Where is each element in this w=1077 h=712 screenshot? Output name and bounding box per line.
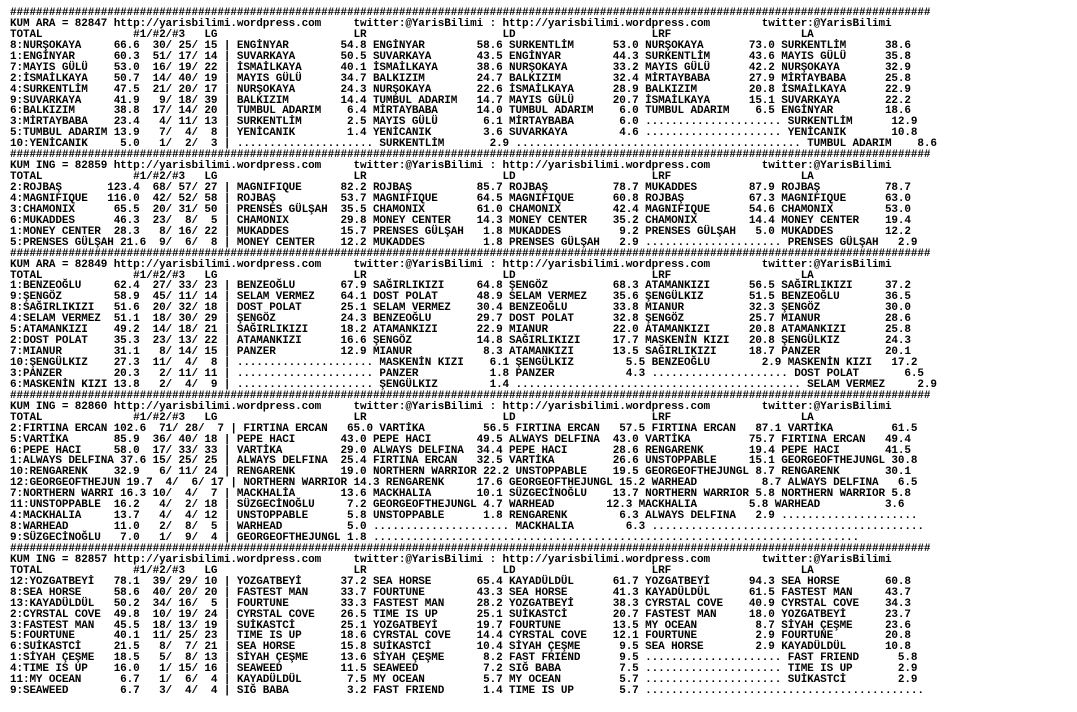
text-line: 4:TIME IS UP 16.0 1/ 15/ 16 | SEAWEED 11.5 SEAWEED 7.2 SIĞ BABA 7.5 ..................... TIME IS UP 2.9 xyxy=(10,663,918,676)
text-line: ############################################################################################################################################## xyxy=(10,389,931,402)
text-line: 9:SÜZGECİNOĞLU 7.0 1/ 9/ 4 | GEORGEOFTHEJUNGL 1.8 ........................................................................... xyxy=(10,532,860,544)
text-line: ############################################################################################################################################## xyxy=(10,149,931,162)
text-line: 5:VARTİKA 85.9 36/ 40/ 18 | PEPE HACI 43.0 PEPE HACI 49.5 ALWAYS DELFINA 43.0 VARTİKA 75.7 FIRTINA ERCAN 49.4 xyxy=(10,433,911,446)
text-line: 12:YOZGATBEYİ 78.1 39/ 29/ 10 | YOZGATBEYİ 37.2 SEA HORSE 65.4 KAYADÜLDÜL 61.7 YOZGATBEYİ 94.3 SEA HORSE 60.8 xyxy=(10,575,911,588)
text-line: 13:KAYADÜLDÜL 50.2 34/ 16/ 5 | FOURTUNE 33.3 FASTEST MAN 28.2 YOZGATBEYİ 38.3 CYRSTAL COVE 40.9 CYRSTAL COVE 34.3 xyxy=(10,597,911,610)
text-line: 4:MAGNIFIQUE 116.0 42/ 52/ 58 | ROJBAŞ 53.7 MAGNIFIQUE 64.5 MAGNIFIQUE 60.8 ROJBAŞ 67.3 MAGNIFIQUE 63.0 xyxy=(10,192,911,205)
text-line: 6:MASKENİN KIZI 13.8 2/ 4/ 9 | ..................... ŞENGÜLKIZ 1.4 ............................................ SELAM VERMEZ 2.9 xyxy=(10,378,937,391)
text-line: TOTAL #1/#2/#3 LG LR LD LRF LA xyxy=(10,411,814,424)
text-line: KUM ING = 82860 http://yarisbilimi.wordpress.com twitter:@YarisBilimi : http://yarisbilimi.wordpress.com twitter:@YarisBilimi xyxy=(10,400,892,413)
text-line: 11:UNSTOPPABLE 16.2 4/ 2/ 18 | SÜZGECİNOĞLU 7.2 GEORGEOFTHEJUNGL 4.7 WARHEAD 12.3 MACKHALIA 5.8 WARHEAD 3.6 xyxy=(10,499,905,512)
text-line: 1:ALWAYS DELFINA 37.6 15/ 25/ 25 | ALWAYS DELFINA 25.4 FIRTINA ERCAN 32.5 VARTİKA 26.6 UNSTOPPABLE 15.1 GEORGEOFTHEJUNGL 30.8 xyxy=(10,455,918,468)
text-line: 8:NURŞOKAYA 66.6 30/ 25/ 15 | ENGİNYAR 54.8 ENGİNYAR 58.6 SURKENTLİM 53.0 NURŞOKAYA 73.0 SURKENTLİM 38.6 xyxy=(10,39,911,52)
text-line: 1:MONEY CENTER 28.3 8/ 16/ 22 | MUKADDES 15.7 PRENSES GÜLŞAH 1.8 MUKADDES 9.2 PRENSES GÜLŞAH 5.0 MUKADDES 12.2 xyxy=(10,225,911,238)
text-line: 9:SEAWEED 6.7 3/ 4/ 4 | SIĞ BABA 3.2 FAST FRIEND 1.4 TIME IS UP 5.7 ........................................... xyxy=(10,685,924,698)
text-line: 5:PRENSES GÜLŞAH 21.6 9/ 6/ 8 | MONEY CENTER 12.2 MUKADDES 1.8 PRENSES GÜLŞAH 2.9 ..................... PRENSES GÜLŞAH 2.9 xyxy=(10,236,918,249)
text-line: 10:RENGARENK 32.9 6/ 11/ 24 | RENGARENK 19.0 NORTHERN WARRIOR 22.2 UNSTOPPABLE 19.5 GEORGEOFTHEJUNGL 8.7 RENGARENK 30.1 xyxy=(10,466,911,479)
text-line: 3:CHAMONIX 65.5 20/ 31/ 50 | PRENSES GÜLŞAH 35.5 CHAMONIX 61.0 CHAMONIX 42.4 MAGNIFIQUE 54.6 CHAMONIX 53.0 xyxy=(10,203,911,216)
text-line: 2:CYRSTAL COVE 49.8 10/ 19/ 24 | CYRSTAL COVE 26.5 TIME IS UP 25.1 SUİKASTCİ 20.7 FASTEST MAN 18.0 YOZGATBEYİ 23.7 xyxy=(10,608,911,621)
text-line: 9:SUVARKAYA 41.9 9/ 18/ 39 | BALKIZIM 14.4 TUMBUL ADARIM 14.7 MAYIS GÜLÜ 20.7 İSMAİLKAYA 15.1 SUVARKAYA 22.2 xyxy=(10,94,911,107)
text-line: 4:SURKENTLİM 47.5 21/ 20/ 17 | NURŞOKAYA 24.3 NURŞOKAYA 22.6 İSMAİLKAYA 28.9 BALKIZIM 20.8 İSMAİLKAYA 22.9 xyxy=(10,83,911,96)
text-line: 2:İSMAİLKAYA 50.7 14/ 40/ 19 | MAYIS GÜLÜ 34.7 BALKIZIM 24.7 BALKIZIM 32.4 MİRTAYBABA 27.9 MİRTAYBABA 25.8 xyxy=(10,72,911,85)
text-line: TOTAL #1/#2/#3 LG LR LD LRF LA xyxy=(10,564,814,577)
text-line: 2:ROJBAŞ 123.4 68/ 57/ 27 | MAGNIFIQUE 82.2 ROJBAŞ 85.7 ROJBAŞ 78.7 MUKADDES 87.9 ROJBAŞ 78.7 xyxy=(10,182,911,194)
text-line: 8:SEA HORSE 58.6 40/ 20/ 20 | FASTEST MAN 33.7 FOURTUNE 43.3 SEA HORSE 41.3 KAYADÜLDÜL 61.5 FASTEST MAN 43.7 xyxy=(10,586,911,599)
text-line: 5:TUMBUL ADARIM 13.9 7/ 4/ 8 | YENİCANIK 1.4 YENİCANIK 3.6 SUVARKAYA 4.6 ..................... YENİCANIK 10.8 xyxy=(10,127,918,140)
text-line: 10:ŞENGÜLKIZ 27.3 11/ 4/ 8 | ..................... MASKENİN KIZI 6.1 ŞENGÜLKIZ 5.5 BENZEOĞLU 2.9 MASKENİN KIZI 17.2 xyxy=(10,357,918,369)
text-line: KUM ING = 82857 http://yarisbilimi.wordpress.com twitter:@YarisBilimi : http://yarisbilimi.wordpress.com twitter:@YarisBilimi xyxy=(10,553,892,566)
text-line: ############################################################################################################################################## xyxy=(10,542,931,555)
text-line: 1:ENGİNYAR 60.3 51/ 17/ 14 | SUVARKAYA 50.5 SUVARKAYA 43.5 ENGİNYAR 44.3 SURKENTLİM 43.6 MAYIS GÜLÜ 35.8 xyxy=(10,50,911,63)
text-line: 4:SELAM VERMEZ 51.1 18/ 30/ 29 | ŞENGÖZ 24.3 BENZEOĞLU 29.7 DOST POLAT 32.8 ŞENGÖZ 25.7 MIANUR 28.6 xyxy=(10,313,911,326)
text-line: TOTAL #1/#2/#3 LG LR LD LRF LA xyxy=(10,269,814,282)
text-line: 6:BALKIZIM 38.8 17/ 14/ 20 | TUMBUL ADARIM 6.4 MİRTAYBABA 14.0 TUMBUL ADARIM 6.0 TUMBUL ADARIM 6.5 ENGİNYAR 18.6 xyxy=(10,105,911,118)
text-line: 8:WARHEAD 11.0 2/ 8/ 5 | WARHEAD 5.0 ..................... MACKHALIA 6.3 .......................................... xyxy=(10,521,924,534)
text-line: 5:FOURTUNE 40.1 11/ 25/ 23 | TIME IS UP 18.6 CYRSTAL COVE 14.4 CYRSTAL COVE 12.1 FOURTUNE 2.9 FOURTUNE 20.8 xyxy=(10,630,911,643)
text-line: 10:YENİCANIK 5.0 1/ 2/ 3 | ..................... SURKENTLİM 2.9 ............................................ TUMBUL ADARIM 8.6 xyxy=(10,138,937,151)
text-line: 6:PEPE HACI 58.0 17/ 33/ 33 | VARTİKA 29.0 ALWAYS DELFINA 34.4 PEPE HACI 28.6 RENGARENK 19.4 PEPE HACI 41.5 xyxy=(10,444,911,457)
text-line: KUM ARA = 82847 http://yarisbilimi.wordpress.com twitter:@YarisBilimi : http://yarisbilimi.wordpress.com twitter:@YarisBilimi xyxy=(10,17,892,30)
text-line: 7:MAYIS GÜLÜ 53.0 16/ 19/ 22 | İSMAİLKAYA 40.1 İSMAİLKAYA 38.6 NURŞOKAYA 33.2 MAYIS GÜLÜ 42.2 NURŞOKAYA 32.9 xyxy=(10,61,911,74)
text-line: 3:MİRTAYBABA 23.4 4/ 11/ 13 | SURKENTLİM 2.5 MAYIS GÜLÜ 6.1 MİRTAYBABA 6.0 ..................... SURKENTLİM 12.9 xyxy=(10,116,918,129)
text-line: 4:MACKHALIA 13.7 4/ 4/ 12 | UNSTOPPABLE 5.8 UNSTOPPABLE 1.8 RENGARENK 6.3 ALWAYS DELFINA 2.9 ..................... xyxy=(10,510,918,523)
text-line: ############################################################################################################################################## xyxy=(10,247,931,260)
text-line: 3:PANZER 20.3 2/ 11/ 11 | ..................... PANZER 1.8 PANZER 4.3 ..................... DOST POLAT 6.5 xyxy=(10,367,924,380)
text-line: 3:FASTEST MAN 45.5 18/ 13/ 19 | SUİKASTCİ 25.1 YOZGATBEYİ 19.7 FOURTUNE 13.5 MY OCEAN 8.7 SİYAH ÇEŞME 23.6 xyxy=(10,619,911,632)
text-line: TOTAL #1/#2/#3 LG LR LD LRF LA xyxy=(10,28,814,41)
text-line: 2:FIRTINA ERCAN 102.6 71/ 28/ 7 | FIRTINA ERCAN 65.0 VARTİKA 56.5 FIRTINA ERCAN 57.5 FIRTINA ERCAN 87.1 VARTİKA 61.5 xyxy=(10,422,918,435)
text-line: 8:SAĞIRLIKIZI 51.6 20/ 32/ 18 | DOST POLAT 25.1 SELAM VERMEZ 30.4 BENZEOĞLU 33.8 MIANUR 32.3 ŞENGÖZ 30.0 xyxy=(10,302,911,315)
text-line: KUM ARA = 82849 http://yarisbilimi.wordpress.com twitter:@YarisBilimi : http://yarisbilimi.wordpress.com twitter:@YarisBilimi xyxy=(10,258,892,271)
text-line: 11:MY OCEAN 6.7 1/ 6/ 4 | KAYADÜLDÜL 7.5 MY OCEAN 5.7 MY OCEAN 5.7 ..................... SUİKASTCİ 2.9 xyxy=(10,674,918,687)
text-line: 1:SİYAH ÇEŞME 18.5 5/ 8/ 13 | SİYAH ÇEŞME 13.6 SİYAH ÇEŞME 8.2 FAST FRIEND 9.5 ..................... FAST FRIEND 5.8 xyxy=(10,652,918,665)
text-line: 5:ATAMANKIZI 49.2 14/ 18/ 21 | SAĞIRLIKIZI 18.2 ATAMANKIZI 22.9 MIANUR 22.0 ATAMANKIZI 20.8 ATAMANKIZI 25.8 xyxy=(10,324,911,337)
text-line: 6:MUKADDES 46.3 23/ 8/ 5 | CHAMONIX 29.8 MONEY CENTER 14.3 MONEY CENTER 35.2 CHAMONIX 14.4 MONEY CENTER 19.4 xyxy=(10,214,911,227)
text-line: 12:GEORGEOFTHEJUN 19.7 4/ 6/ 17 | NORTHERN WARRIOR 14.3 RENGARENK 17.6 GEORGEOFTHEJUNGL 15.2 WARHEAD 8.7 ALWAYS DELFINA 6.5 xyxy=(10,477,918,490)
text-line: 7:MIANUR 31.1 8/ 14/ 15 | PANZER 12.9 MIANUR 8.3 ATAMANKIZI 13.5 SAĞIRLIKIZI 18.7 PANZER 20.1 xyxy=(10,346,911,359)
text-line: 9:ŞENGÖZ 58.9 45/ 11/ 14 | SELAM VERMEZ 64.1 DOST POLAT 48.9 SELAM VERMEZ 35.6 ŞENGÜLKIZ 51.5 BENZEOĞLU 36.5 xyxy=(10,291,911,304)
text-line: 7:NORTHERN WARRI 16.3 10/ 4/ 7 | MACKHALİA 13.6 MACKHALIA 10.1 SÜZGECİNOĞLU 13.7 NORTHERN WARRIOR 5.8 NORTHERN WARRIOR 5.8 xyxy=(10,488,911,501)
text-line: KUM ING = 82859 http://yarisbilimi.wordpress.com twitter:@YarisBilimi : http://yarisbilimi.wordpress.com twitter:@YarisBilimi xyxy=(10,160,892,173)
text-line: TOTAL #1/#2/#3 LG LR LD LRF LA xyxy=(10,171,814,184)
text-line: 2:DOST POLAT 35.3 23/ 13/ 22 | ATAMANKIZI 16.6 ŞENGÖZ 14.8 SAĞIRLIKIZI 17.7 MASKENİN KIZI 20.8 ŞENGÜLKIZ 24.3 xyxy=(10,335,911,348)
text-line: 6:SUİKASTCİ 21.5 8/ 7/ 21 | SEA HORSE 15.8 SUİKASTCİ 10.4 SİYAH ÇEŞME 9.5 SEA HORSE 2.9 KAYADÜLDÜL 10.8 xyxy=(10,641,911,654)
text-line: 1:BENZEOĞLU 62.4 27/ 33/ 23 | BENZEOĞLU 67.9 SAĞIRLIKIZI 64.8 ŞENGÖZ 68.3 ATAMANKIZI 56.5 SAĞIRLIKIZI 37.2 xyxy=(10,280,911,293)
text-line: ############################################################################################################################################## xyxy=(10,7,931,19)
